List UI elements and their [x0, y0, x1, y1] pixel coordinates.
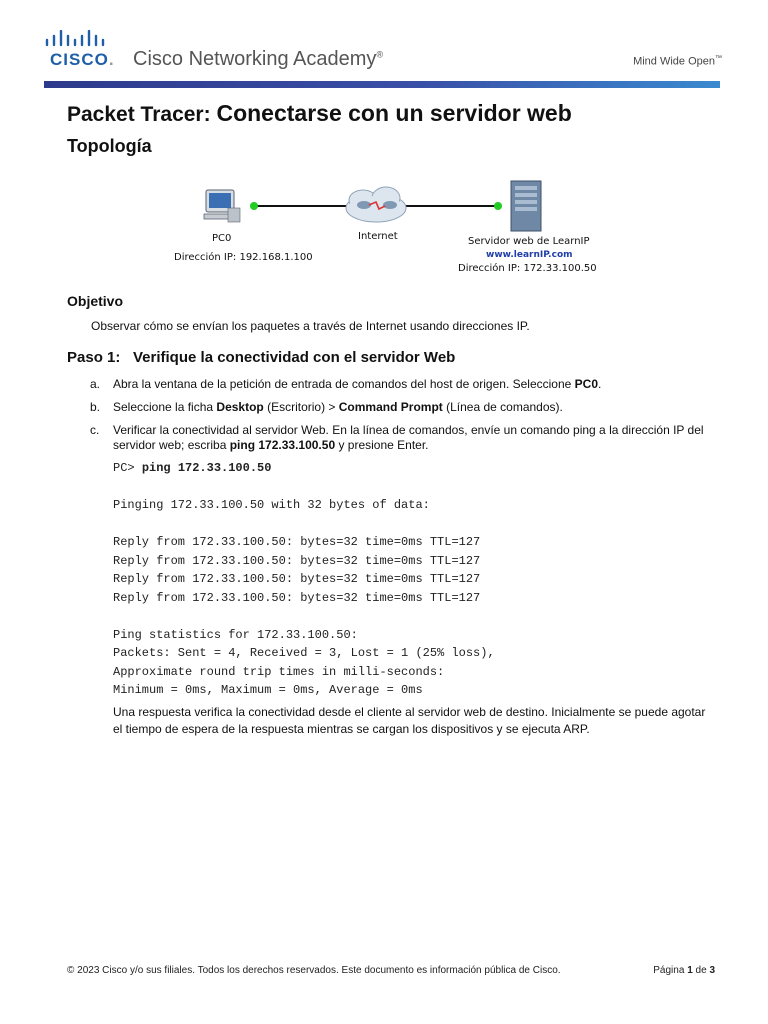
page-header	[0, 0, 768, 95]
pc-ip: Dirección IP: 192.168.1.100	[174, 252, 313, 263]
objective-text: Observar cómo se envían los paquetes a través de Internet usando direcciones IP.	[91, 319, 530, 333]
copyright-text: © 2023 Cisco y/o sus filiales. Todos los derechos reservados. Este documento es información pública de Cisco.	[67, 965, 561, 976]
link-indicator-server	[494, 202, 502, 210]
header-rule	[44, 81, 720, 88]
objective-heading: Objetivo	[67, 293, 124, 309]
console-line: Approximate round trip times in milli-seconds:	[113, 664, 445, 679]
step-item-c: c. Verificar la conectividad al servidor Web. En la línea de comandos, envíe un comando ping a la dirección IP del servidor web; escriba ping 172.33.100.50 y presione Enter.	[90, 423, 704, 452]
step-number: Paso 1:	[67, 349, 121, 366]
step-heading	[67, 349, 455, 366]
page-number: Página 1 de 3	[653, 965, 715, 976]
console-line: Reply from 172.33.100.50: bytes=32 time=0ms TTL=127	[113, 572, 481, 586]
cisco-wordmark: CISCO.	[50, 50, 115, 69]
page-footer	[67, 965, 715, 976]
step-item-a: a. Abra la ventana de la petición de entrada de comandos del host de origen. Seleccione PC0.	[90, 377, 602, 391]
console-line: Ping statistics for 172.33.100.50:	[113, 627, 358, 642]
console-line	[113, 478, 653, 497]
console-line: Packets: Sent = 4, Received = 3, Lost = 1 (25% loss),	[113, 646, 495, 660]
link-indicator-pc	[250, 202, 258, 210]
server-url: www.learnIP.com	[486, 250, 573, 260]
step-list	[90, 377, 710, 461]
console-line: Reply from 172.33.100.50: bytes=32 time=0ms TTL=127	[113, 590, 481, 605]
result-note: Una respuesta verifica la conectividad desde el cliente al servidor web de destino. Inicialmente se puede agotar el tiempo de espera de la respuesta mientras se cargan los dispositivos y se ejecuta ARP.	[113, 705, 706, 736]
topology-heading: Topología	[67, 136, 152, 156]
console-output	[113, 459, 653, 700]
server-ip: Dirección IP: 172.33.100.50	[458, 263, 597, 274]
console-line: Minimum = 0ms, Maximum = 0ms, Average = 0ms	[113, 683, 423, 697]
console-line: Reply from 172.33.100.50: bytes=32 time=0ms TTL=127	[113, 553, 481, 568]
console-line	[113, 607, 653, 626]
step-item-b: b. Seleccione la ficha Desktop (Escritorio) > Command Prompt (Línea de comandos).	[90, 400, 563, 414]
cisco-bars-icon	[44, 30, 114, 52]
tagline: Mind Wide Open™	[633, 55, 722, 68]
console-line	[113, 515, 653, 534]
academy-title: Cisco Networking Academy®	[133, 48, 384, 70]
server-label: Servidor web de LearnIP	[468, 236, 590, 247]
console-line: Reply from 172.33.100.50: bytes=32 time=0ms TTL=127	[113, 535, 481, 549]
internet-label: Internet	[358, 231, 398, 242]
document-title: Packet Tracer: Conectarse con un servidor web	[67, 100, 572, 126]
step-title: Verifique la conectividad con el servidor Web	[133, 349, 456, 366]
console-command-line: PC> ping 172.33.100.50	[113, 461, 272, 475]
server-icon	[511, 181, 541, 231]
console-line: Pinging 172.33.100.50 with 32 bytes of data:	[113, 498, 430, 512]
pc-label: PC0	[212, 233, 232, 244]
topology-diagram	[168, 178, 602, 275]
cisco-logo	[44, 30, 114, 70]
internet-cloud-icon	[346, 187, 406, 222]
